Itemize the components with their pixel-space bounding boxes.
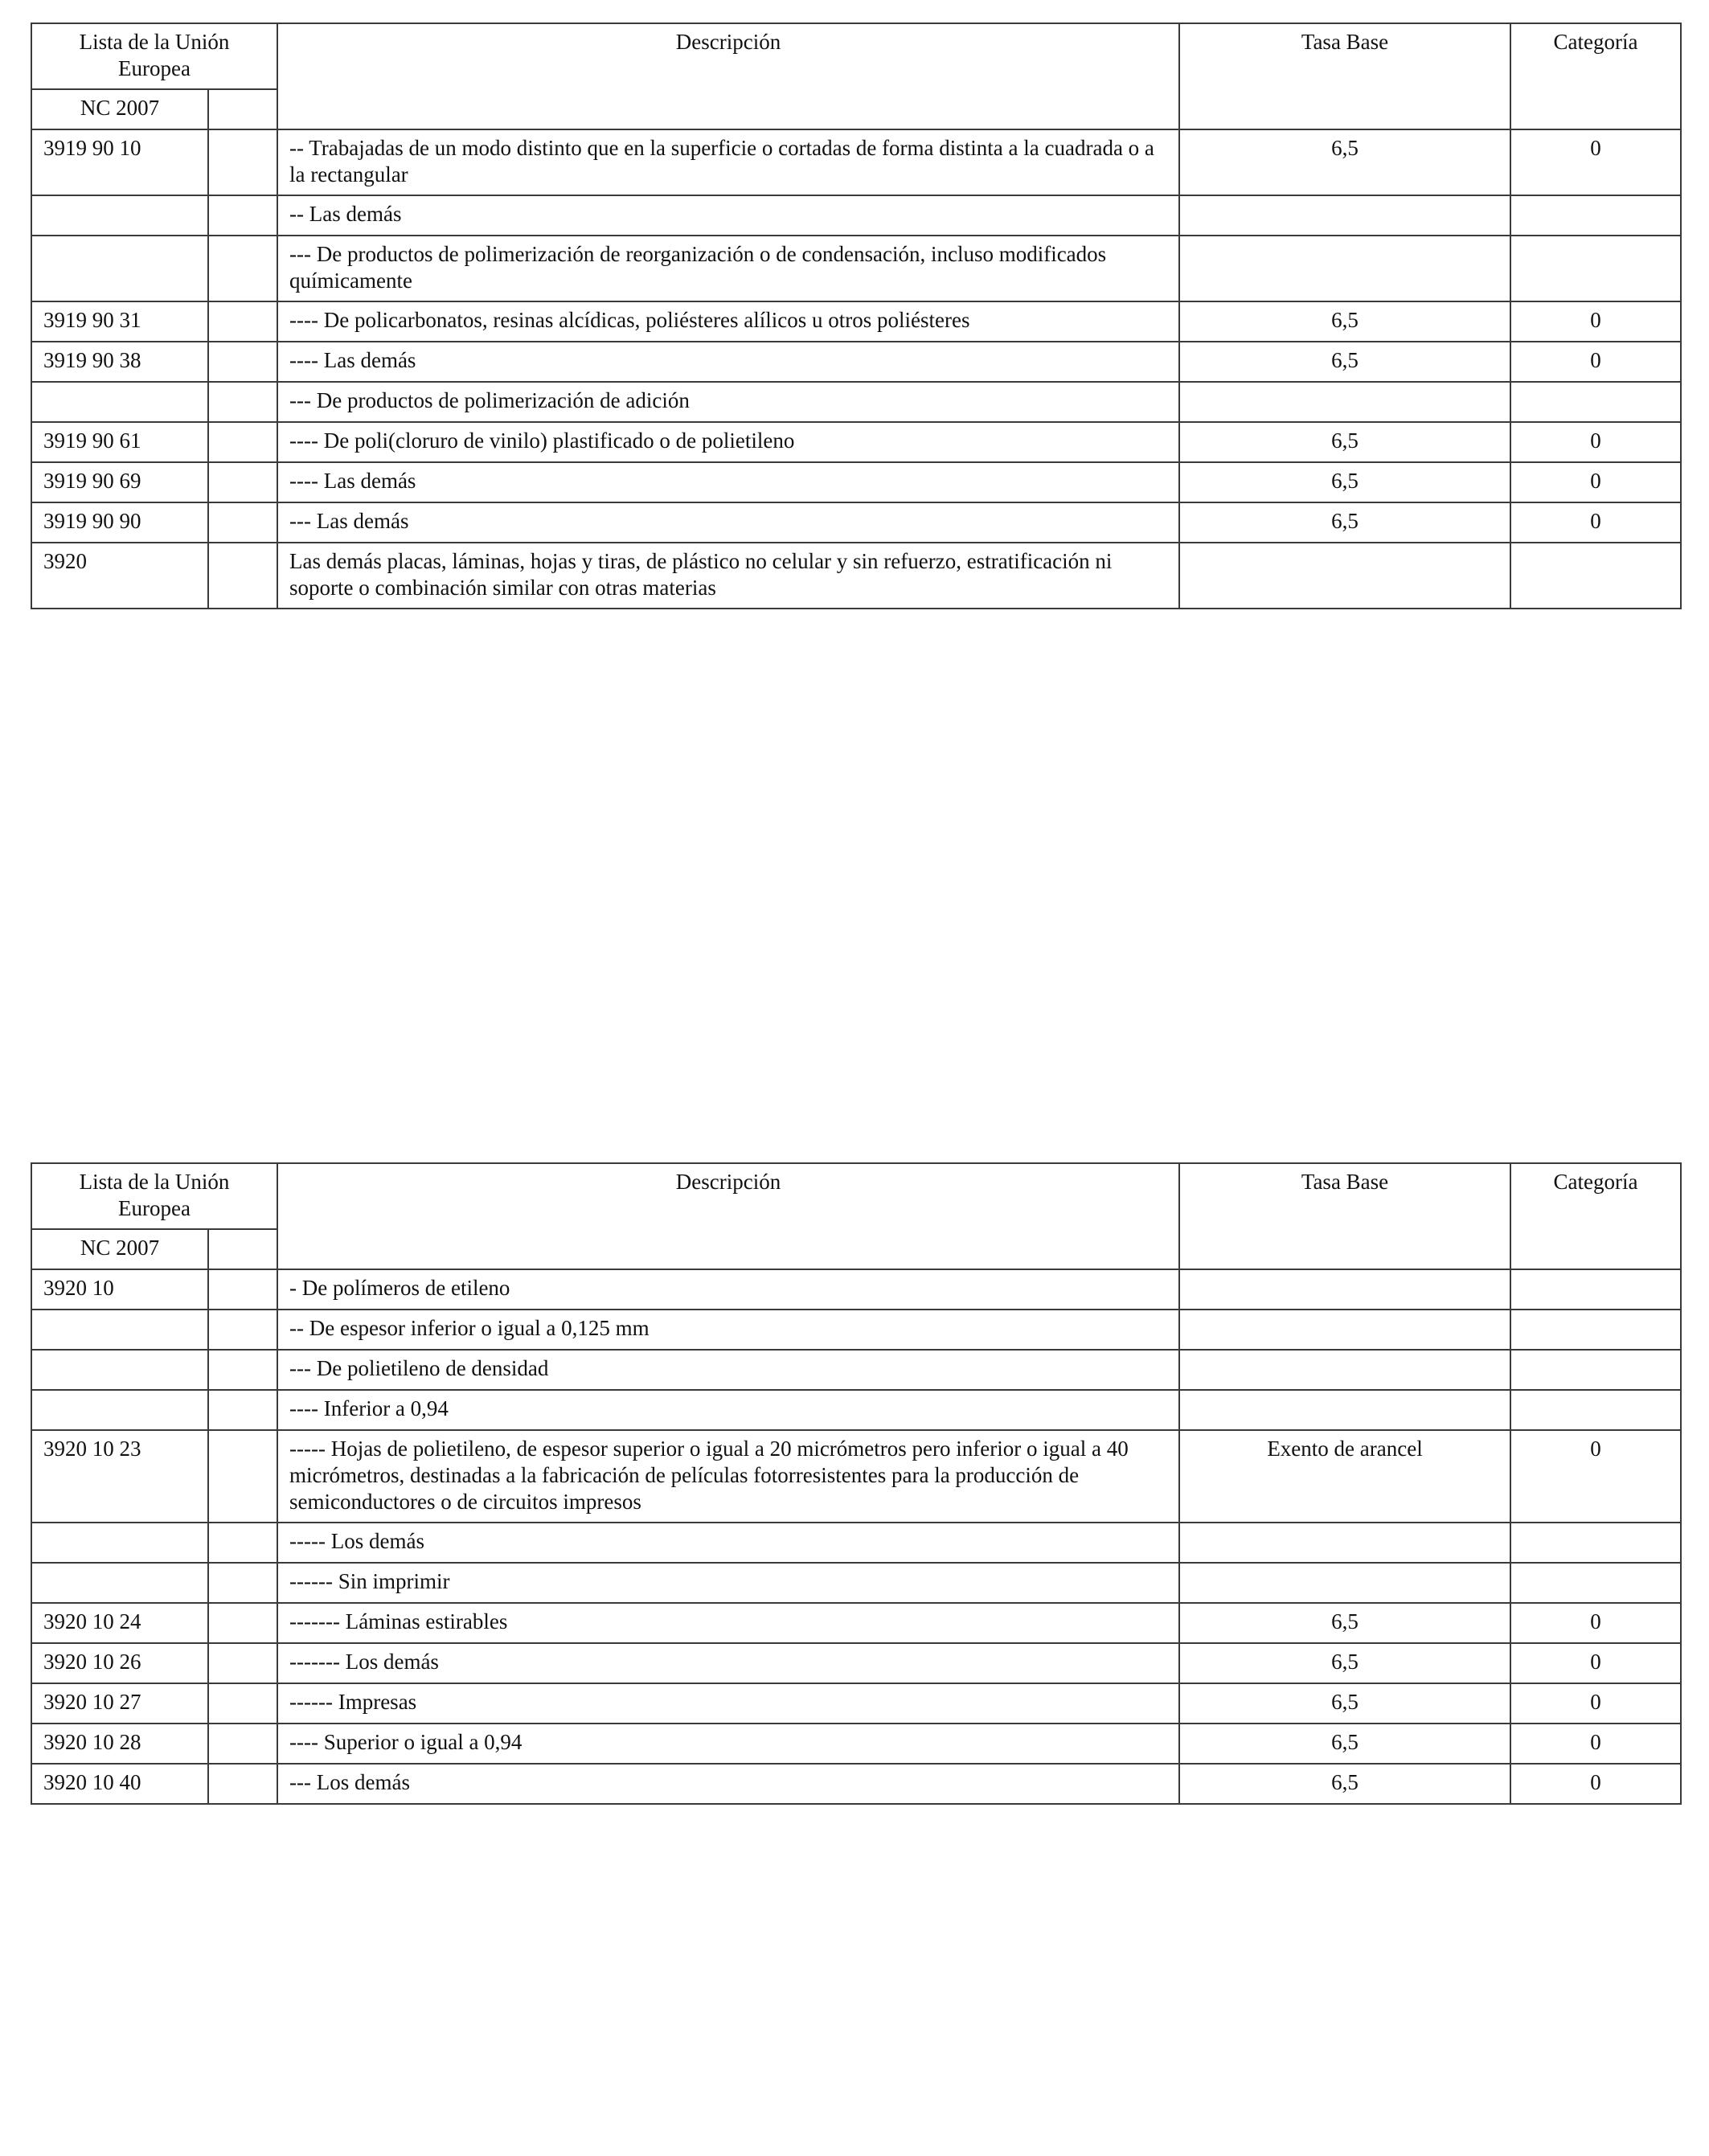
description-cell: -- Trabajadas de un modo distinto que en la superficie o cortadas de forma distinta a la cuadrada o a la rectangular — [277, 129, 1179, 195]
header-blank-cell — [208, 1229, 277, 1269]
categoria-cell: 0 — [1510, 342, 1681, 382]
blank-cell — [208, 129, 277, 195]
table-row — [31, 1724, 1681, 1764]
tasa-base-cell: 6,5 — [1179, 342, 1510, 382]
description-cell: --- Los demás — [277, 1764, 1179, 1804]
nc-code-cell: 3919 90 90 — [31, 502, 208, 543]
nc-code-cell: 3920 10 — [31, 1269, 208, 1310]
table-row — [31, 1523, 1681, 1563]
tasa-base-cell: 6,5 — [1179, 1643, 1510, 1683]
categoria-cell: 0 — [1510, 422, 1681, 462]
tasa-base-cell — [1179, 1350, 1510, 1390]
description-cell: --- De polietileno de densidad — [277, 1350, 1179, 1390]
tasa-base-cell — [1179, 382, 1510, 422]
blank-cell — [208, 1310, 277, 1350]
categoria-cell — [1510, 236, 1681, 301]
table-row — [31, 301, 1681, 342]
nc-code-cell: 3919 90 10 — [31, 129, 208, 195]
categoria-cell — [1510, 1390, 1681, 1430]
tasa-base-cell: 6,5 — [1179, 1603, 1510, 1643]
categoria-cell: 0 — [1510, 1683, 1681, 1724]
blank-cell — [208, 1269, 277, 1310]
blank-cell — [208, 422, 277, 462]
table-row — [31, 195, 1681, 236]
tasa-base-cell: Exento de arancel — [1179, 1430, 1510, 1523]
table-1-header-row — [31, 23, 1681, 89]
categoria-cell — [1510, 1269, 1681, 1310]
nc-code-cell — [31, 1523, 208, 1563]
categoria-cell — [1510, 1350, 1681, 1390]
blank-cell — [208, 301, 277, 342]
categoria-cell: 0 — [1510, 1430, 1681, 1523]
nc-code-cell: 3919 90 38 — [31, 342, 208, 382]
blank-cell — [208, 502, 277, 543]
blank-cell — [208, 1563, 277, 1603]
header-nc-2007: NC 2007 — [31, 1229, 208, 1269]
categoria-cell: 0 — [1510, 502, 1681, 543]
header-lista: Lista de la Unión Europea — [31, 1163, 277, 1229]
table-row — [31, 422, 1681, 462]
categoria-cell: 0 — [1510, 1724, 1681, 1764]
categoria-cell: 0 — [1510, 1764, 1681, 1804]
tasa-base-cell: 6,5 — [1179, 462, 1510, 502]
description-cell: Las demás placas, láminas, hojas y tiras, de plástico no celular y sin refuerzo, estratificación ni soporte o combinación similar con otras materias — [277, 543, 1179, 609]
description-cell: ---- De policarbonatos, resinas alcídicas, poliésteres alílicos u otros poliésteres — [277, 301, 1179, 342]
description-cell: ------- Láminas estirables — [277, 1603, 1179, 1643]
nc-code-cell: 3920 10 23 — [31, 1430, 208, 1523]
blank-cell — [208, 195, 277, 236]
table-row — [31, 236, 1681, 301]
tasa-base-cell — [1179, 1523, 1510, 1563]
table-row — [31, 342, 1681, 382]
description-cell: ---- Las demás — [277, 342, 1179, 382]
tasa-base-cell — [1179, 195, 1510, 236]
nc-code-cell: 3920 — [31, 543, 208, 609]
tasa-base-cell — [1179, 543, 1510, 609]
table-row — [31, 462, 1681, 502]
table-row — [31, 1310, 1681, 1350]
description-cell: -- De espesor inferior o igual a 0,125 mm — [277, 1310, 1179, 1350]
tasa-base-cell: 6,5 — [1179, 422, 1510, 462]
description-cell: - De polímeros de etileno — [277, 1269, 1179, 1310]
header-categoria: Categoría — [1510, 23, 1681, 129]
nc-code-cell — [31, 1350, 208, 1390]
categoria-cell: 0 — [1510, 462, 1681, 502]
blank-cell — [208, 1683, 277, 1724]
blank-cell — [208, 462, 277, 502]
tariff-table-2 — [31, 1162, 1682, 1805]
header-descripcion: Descripción — [277, 1163, 1179, 1269]
table-row — [31, 382, 1681, 422]
header-descripcion: Descripción — [277, 23, 1179, 129]
table-row — [31, 1269, 1681, 1310]
description-cell: -- Las demás — [277, 195, 1179, 236]
blank-cell — [208, 342, 277, 382]
table-row — [31, 1764, 1681, 1804]
description-cell: ------ Impresas — [277, 1683, 1179, 1724]
description-cell: ---- Las demás — [277, 462, 1179, 502]
categoria-cell — [1510, 1563, 1681, 1603]
nc-code-cell — [31, 1390, 208, 1430]
nc-code-cell: 3920 10 40 — [31, 1764, 208, 1804]
nc-code-cell: 3920 10 26 — [31, 1643, 208, 1683]
nc-code-cell: 3919 90 31 — [31, 301, 208, 342]
blank-cell — [208, 1643, 277, 1683]
categoria-cell — [1510, 543, 1681, 609]
blank-cell — [208, 1764, 277, 1804]
tasa-base-cell: 6,5 — [1179, 1764, 1510, 1804]
nc-code-cell: 3920 10 27 — [31, 1683, 208, 1724]
tasa-base-cell — [1179, 1310, 1510, 1350]
header-tasa-base: Tasa Base — [1179, 1163, 1510, 1269]
nc-code-cell: 3920 10 24 — [31, 1603, 208, 1643]
tasa-base-cell: 6,5 — [1179, 502, 1510, 543]
description-cell: ---- Inferior a 0,94 — [277, 1390, 1179, 1430]
description-cell: ------ Sin imprimir — [277, 1563, 1179, 1603]
nc-code-cell: 3920 10 28 — [31, 1724, 208, 1764]
categoria-cell: 0 — [1510, 1603, 1681, 1643]
blank-cell — [208, 1430, 277, 1523]
description-cell: --- Las demás — [277, 502, 1179, 543]
categoria-cell — [1510, 1523, 1681, 1563]
table-2-body — [31, 1163, 1681, 1804]
header-blank-cell — [208, 89, 277, 129]
nc-code-cell — [31, 195, 208, 236]
categoria-cell — [1510, 1310, 1681, 1350]
description-cell: ----- Hojas de polietileno, de espesor superior o igual a 20 micrómetros pero inferior o igual a 40 micrómetros, destinadas a la fabricación de películas fotorresistentes para la producción de semiconductores o de circuitos impresos — [277, 1430, 1179, 1523]
header-categoria: Categoría — [1510, 1163, 1681, 1269]
description-cell: --- De productos de polimerización de adición — [277, 382, 1179, 422]
description-cell: ---- Superior o igual a 0,94 — [277, 1724, 1179, 1764]
categoria-cell: 0 — [1510, 301, 1681, 342]
blank-cell — [208, 1390, 277, 1430]
blank-cell — [208, 543, 277, 609]
table-row — [31, 502, 1681, 543]
header-tasa-base: Tasa Base — [1179, 23, 1510, 129]
tasa-base-cell: 6,5 — [1179, 1683, 1510, 1724]
categoria-cell — [1510, 195, 1681, 236]
nc-code-cell — [31, 382, 208, 422]
nc-code-cell: 3919 90 61 — [31, 422, 208, 462]
blank-cell — [208, 236, 277, 301]
blank-cell — [208, 382, 277, 422]
tasa-base-cell — [1179, 1269, 1510, 1310]
tasa-base-cell — [1179, 1563, 1510, 1603]
table-2-header-row — [31, 1163, 1681, 1229]
table-row — [31, 543, 1681, 609]
table-row — [31, 1430, 1681, 1523]
categoria-cell — [1510, 382, 1681, 422]
tasa-base-cell — [1179, 1390, 1510, 1430]
tasa-base-cell — [1179, 236, 1510, 301]
table-row — [31, 1390, 1681, 1430]
nc-code-cell: 3919 90 69 — [31, 462, 208, 502]
table-row — [31, 1603, 1681, 1643]
description-cell: ------- Los demás — [277, 1643, 1179, 1683]
tariff-table-1 — [31, 23, 1682, 609]
tasa-base-cell: 6,5 — [1179, 129, 1510, 195]
header-lista: Lista de la Unión Europea — [31, 23, 277, 89]
blank-cell — [208, 1350, 277, 1390]
nc-code-cell — [31, 1563, 208, 1603]
table-row — [31, 1563, 1681, 1603]
table-row — [31, 129, 1681, 195]
description-cell: --- De productos de polimerización de reorganización o de condensación, incluso modificados químicamente — [277, 236, 1179, 301]
blank-cell — [208, 1603, 277, 1643]
blank-cell — [208, 1724, 277, 1764]
nc-code-cell — [31, 236, 208, 301]
description-cell: ---- De poli(cloruro de vinilo) plastificado o de polietileno — [277, 422, 1179, 462]
header-nc-2007: NC 2007 — [31, 89, 208, 129]
categoria-cell: 0 — [1510, 1643, 1681, 1683]
table-1-body — [31, 23, 1681, 609]
blank-cell — [208, 1523, 277, 1563]
table-row — [31, 1643, 1681, 1683]
tasa-base-cell: 6,5 — [1179, 301, 1510, 342]
tasa-base-cell: 6,5 — [1179, 1724, 1510, 1764]
categoria-cell: 0 — [1510, 129, 1681, 195]
description-cell: ----- Los demás — [277, 1523, 1179, 1563]
nc-code-cell — [31, 1310, 208, 1350]
table-row — [31, 1683, 1681, 1724]
table-row — [31, 1350, 1681, 1390]
